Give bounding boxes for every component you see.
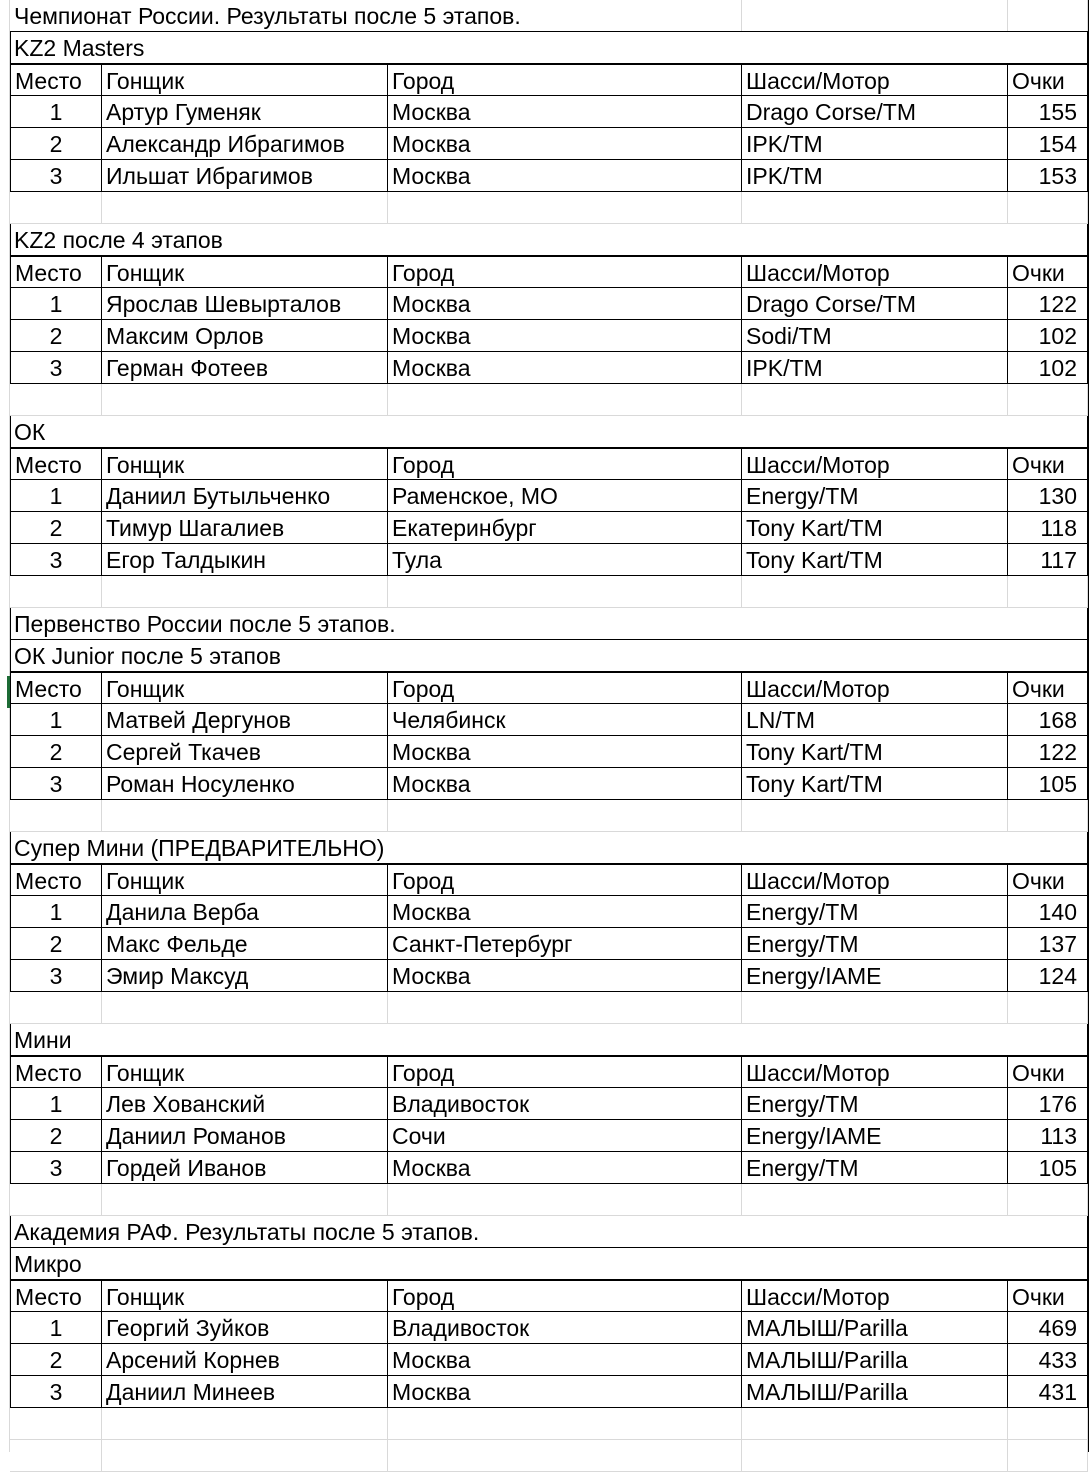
title-cell[interactable]: [1008, 224, 1088, 256]
empty-cell[interactable]: [1008, 800, 1088, 832]
column-header[interactable]: Город: [388, 449, 742, 480]
table-row: [10, 896, 1088, 928]
column-header[interactable]: Шасси/Мотор: [742, 673, 1008, 704]
title-cell[interactable]: [388, 832, 742, 864]
empty-cell[interactable]: [102, 384, 388, 416]
place-cell[interactable]: 2: [10, 1344, 102, 1376]
table-row: [10, 160, 1088, 192]
table-row: [10, 320, 1088, 352]
empty-cell[interactable]: [742, 1440, 1008, 1472]
points-cell[interactable]: 113: [1008, 1120, 1088, 1152]
empty-cell[interactable]: [102, 992, 388, 1024]
driver-cell[interactable]: Ильшат Ибрагимов: [102, 160, 388, 192]
points-cell[interactable]: 153: [1008, 160, 1088, 192]
column-header[interactable]: Место: [10, 65, 102, 96]
chassis-cell[interactable]: IPK/TM: [742, 160, 1008, 192]
title-cell[interactable]: [1008, 32, 1088, 64]
chassis-cell[interactable]: IPK/TM: [742, 128, 1008, 160]
chassis-cell[interactable]: МАЛЫШ/Parilla: [742, 1344, 1008, 1376]
section-title: Микро: [14, 1251, 82, 1277]
title-cell[interactable]: [388, 32, 742, 64]
points-cell[interactable]: 105: [1008, 1152, 1088, 1184]
section-title: KZ2 Masters: [14, 35, 145, 61]
empty-cell[interactable]: [102, 800, 388, 832]
points-cell[interactable]: 140: [1008, 896, 1088, 928]
title-cell[interactable]: [1008, 1024, 1088, 1056]
city-cell[interactable]: Москва: [388, 288, 742, 320]
empty-cell[interactable]: [388, 576, 742, 608]
column-header[interactable]: Очки: [1008, 449, 1088, 480]
spacer-row: [10, 1408, 1088, 1440]
table-row: [10, 928, 1088, 960]
points-cell[interactable]: 137: [1008, 928, 1088, 960]
title-cell[interactable]: [388, 224, 742, 256]
place-cell[interactable]: 1: [10, 1088, 102, 1120]
empty-cell[interactable]: [742, 384, 1008, 416]
city-cell[interactable]: Москва: [388, 768, 742, 800]
driver-cell[interactable]: Герман Фотеев: [102, 352, 388, 384]
column-header[interactable]: Город: [388, 1281, 742, 1312]
empty-cell[interactable]: [1008, 1184, 1088, 1216]
empty-cell[interactable]: [1008, 576, 1088, 608]
points-cell[interactable]: 122: [1008, 288, 1088, 320]
title-cell[interactable]: [1008, 608, 1088, 640]
column-header[interactable]: Гонщик: [102, 673, 388, 704]
section-title: Супер Мини (ПРЕДВАРИТЕЛЬНО): [14, 835, 385, 861]
header-cell[interactable]: [1008, 0, 1088, 31]
title-cell[interactable]: [742, 416, 1008, 448]
spacer-row: [10, 576, 1088, 608]
section-title: KZ2 после 4 этапов: [14, 227, 223, 253]
driver-cell[interactable]: Эмир Максуд: [102, 960, 388, 992]
header-cell[interactable]: [742, 0, 1008, 31]
table-row: [10, 512, 1088, 544]
chassis-cell[interactable]: Tony Kart/TM: [742, 512, 1008, 544]
empty-cell[interactable]: [388, 1184, 742, 1216]
points-cell[interactable]: 176: [1008, 1088, 1088, 1120]
empty-cell[interactable]: [1008, 384, 1088, 416]
empty-cell[interactable]: [10, 192, 102, 224]
empty-cell[interactable]: [102, 192, 388, 224]
place-cell[interactable]: 3: [10, 768, 102, 800]
title-cell[interactable]: [742, 224, 1008, 256]
empty-cell[interactable]: [742, 992, 1008, 1024]
section-title-row: [10, 832, 1088, 864]
city-cell[interactable]: Раменское, МО: [388, 480, 742, 512]
city-cell[interactable]: Москва: [388, 128, 742, 160]
section-title: ОК Junior после 5 этапов: [14, 643, 282, 669]
city-cell[interactable]: Москва: [388, 896, 742, 928]
city-cell[interactable]: Москва: [388, 960, 742, 992]
place-cell[interactable]: 2: [10, 1120, 102, 1152]
table-row: [10, 736, 1088, 768]
driver-cell[interactable]: Георгий Зуйков: [102, 1312, 388, 1344]
column-header[interactable]: Гонщик: [102, 65, 388, 96]
column-header[interactable]: Гонщик: [102, 1281, 388, 1312]
table-row: [10, 704, 1088, 736]
section-title-row: [10, 1024, 1088, 1056]
chassis-cell[interactable]: Sodi/TM: [742, 320, 1008, 352]
column-header[interactable]: Очки: [1008, 865, 1088, 896]
empty-cell[interactable]: [1008, 1408, 1088, 1440]
chassis-cell[interactable]: Energy/TM: [742, 928, 1008, 960]
place-cell[interactable]: 2: [10, 736, 102, 768]
title-cell[interactable]: [1008, 832, 1088, 864]
column-header[interactable]: Город: [388, 65, 742, 96]
place-cell[interactable]: 2: [10, 512, 102, 544]
column-header[interactable]: Место: [10, 1057, 102, 1088]
title-cell[interactable]: [742, 640, 1008, 672]
driver-cell[interactable]: Гордей Иванов: [102, 1152, 388, 1184]
empty-cell[interactable]: [388, 1408, 742, 1440]
empty-cell[interactable]: [102, 1184, 388, 1216]
empty-cell[interactable]: [742, 1184, 1008, 1216]
column-header-row: [10, 1056, 1088, 1088]
points-cell[interactable]: 105: [1008, 768, 1088, 800]
chassis-cell[interactable]: Energy/IAME: [742, 1120, 1008, 1152]
sheet-header-row: [10, 0, 1088, 32]
column-header[interactable]: Шасси/Мотор: [742, 865, 1008, 896]
chassis-cell[interactable]: МАЛЫШ/Parilla: [742, 1312, 1008, 1344]
empty-cell[interactable]: [742, 192, 1008, 224]
title-cell[interactable]: [1008, 640, 1088, 672]
title-cell[interactable]: [742, 1216, 1008, 1248]
empty-cell[interactable]: [388, 800, 742, 832]
city-cell[interactable]: Санкт-Петербург: [388, 928, 742, 960]
title-cell[interactable]: [388, 608, 742, 640]
table-row: [10, 352, 1088, 384]
section-title: Мини: [14, 1027, 72, 1053]
driver-cell[interactable]: Даниил Минеев: [102, 1376, 388, 1408]
empty-cell[interactable]: [10, 384, 102, 416]
city-cell[interactable]: Владивосток: [388, 1312, 742, 1344]
place-cell[interactable]: 1: [10, 288, 102, 320]
driver-cell[interactable]: Артур Гуменяк: [102, 96, 388, 128]
points-cell[interactable]: 433: [1008, 1344, 1088, 1376]
city-cell[interactable]: Москва: [388, 1152, 742, 1184]
column-header[interactable]: Город: [388, 1057, 742, 1088]
chassis-cell[interactable]: IPK/TM: [742, 352, 1008, 384]
column-header[interactable]: Шасси/Мотор: [742, 65, 1008, 96]
column-header[interactable]: Место: [10, 865, 102, 896]
empty-cell[interactable]: [742, 576, 1008, 608]
city-cell[interactable]: Москва: [388, 320, 742, 352]
driver-cell[interactable]: Александр Ибрагимов: [102, 128, 388, 160]
title-cell[interactable]: [742, 32, 1008, 64]
column-header[interactable]: Очки: [1008, 1281, 1088, 1312]
column-header[interactable]: Место: [10, 257, 102, 288]
column-header[interactable]: Гонщик: [102, 865, 388, 896]
active-cell-indicator: [7, 676, 10, 708]
points-cell[interactable]: 431: [1008, 1376, 1088, 1408]
city-cell[interactable]: Тула: [388, 544, 742, 576]
driver-cell[interactable]: Матвей Дергунов: [102, 704, 388, 736]
empty-cell[interactable]: [102, 1408, 388, 1440]
place-cell[interactable]: 1: [10, 1312, 102, 1344]
spacer-row: [10, 1440, 1088, 1472]
city-cell[interactable]: Москва: [388, 1376, 742, 1408]
empty-cell[interactable]: [388, 384, 742, 416]
city-cell[interactable]: Екатеринбург: [388, 512, 742, 544]
title-cell[interactable]: [1008, 416, 1088, 448]
column-header[interactable]: Город: [388, 673, 742, 704]
section-title: Академия РАФ. Результаты после 5 этапов.: [14, 1219, 480, 1245]
spacer-row: [10, 992, 1088, 1024]
section-title-row: [10, 32, 1088, 64]
table-row: [10, 96, 1088, 128]
section-title: Первенство России после 5 этапов.: [14, 611, 396, 637]
chassis-cell[interactable]: Energy/TM: [742, 1152, 1008, 1184]
place-cell[interactable]: 3: [10, 352, 102, 384]
place-cell[interactable]: 2: [10, 320, 102, 352]
empty-cell[interactable]: [10, 576, 102, 608]
title-cell[interactable]: [102, 1024, 388, 1056]
city-cell[interactable]: Москва: [388, 736, 742, 768]
sheet-title: Чемпионат России. Результаты после 5 этапов.: [14, 3, 521, 29]
city-cell[interactable]: Москва: [388, 96, 742, 128]
empty-cell[interactable]: [10, 1184, 102, 1216]
driver-cell[interactable]: Макс Фельде: [102, 928, 388, 960]
empty-cell[interactable]: [10, 800, 102, 832]
points-cell[interactable]: 117: [1008, 544, 1088, 576]
column-header[interactable]: Гонщик: [102, 257, 388, 288]
empty-cell[interactable]: [10, 992, 102, 1024]
column-header[interactable]: Место: [10, 449, 102, 480]
chassis-cell[interactable]: Energy/IAME: [742, 960, 1008, 992]
points-cell[interactable]: 130: [1008, 480, 1088, 512]
title-cell[interactable]: [1008, 1216, 1088, 1248]
city-cell[interactable]: Москва: [388, 1344, 742, 1376]
points-cell[interactable]: 118: [1008, 512, 1088, 544]
section-title-row: [10, 224, 1088, 256]
column-header-row: [10, 1280, 1088, 1312]
place-cell[interactable]: 1: [10, 96, 102, 128]
place-cell[interactable]: 3: [10, 160, 102, 192]
empty-cell[interactable]: [1008, 192, 1088, 224]
driver-cell[interactable]: Даниил Бутыльченко: [102, 480, 388, 512]
column-header-row: [10, 448, 1088, 480]
points-cell[interactable]: 155: [1008, 96, 1088, 128]
empty-cell[interactable]: [1008, 1440, 1088, 1472]
column-header[interactable]: Шасси/Мотор: [742, 257, 1008, 288]
section-title-row: [10, 640, 1088, 672]
chassis-cell[interactable]: Tony Kart/TM: [742, 544, 1008, 576]
title-cell[interactable]: [388, 416, 742, 448]
title-cell[interactable]: [388, 640, 742, 672]
pre-title-row: [10, 1216, 1088, 1248]
empty-cell[interactable]: [10, 1408, 102, 1440]
column-header-row: [10, 64, 1088, 96]
empty-cell[interactable]: [10, 1440, 102, 1472]
column-header[interactable]: Город: [388, 865, 742, 896]
place-cell[interactable]: 1: [10, 896, 102, 928]
title-cell[interactable]: [1008, 1248, 1088, 1280]
column-header[interactable]: Шасси/Мотор: [742, 1057, 1008, 1088]
column-header[interactable]: Очки: [1008, 1057, 1088, 1088]
column-header[interactable]: Очки: [1008, 257, 1088, 288]
column-header[interactable]: Очки: [1008, 65, 1088, 96]
table-row: [10, 1376, 1088, 1408]
driver-cell[interactable]: Лев Хованский: [102, 1088, 388, 1120]
driver-cell[interactable]: Ярослав Шевырталов: [102, 288, 388, 320]
pre-title-row: [10, 608, 1088, 640]
city-cell[interactable]: Челябинск: [388, 704, 742, 736]
section-title: ОК: [14, 419, 46, 445]
empty-cell[interactable]: [388, 192, 742, 224]
chassis-cell[interactable]: LN/TM: [742, 704, 1008, 736]
title-cell[interactable]: [742, 608, 1008, 640]
spacer-row: [10, 192, 1088, 224]
title-cell[interactable]: [388, 1248, 742, 1280]
title-cell[interactable]: [742, 1024, 1008, 1056]
column-header-row: [10, 864, 1088, 896]
driver-cell[interactable]: Максим Орлов: [102, 320, 388, 352]
column-header[interactable]: Шасси/Мотор: [742, 449, 1008, 480]
place-cell[interactable]: 3: [10, 544, 102, 576]
empty-cell[interactable]: [388, 1440, 742, 1472]
driver-cell[interactable]: Даниил Романов: [102, 1120, 388, 1152]
spacer-row: [10, 1184, 1088, 1216]
spreadsheet: [10, 0, 1088, 1472]
driver-cell[interactable]: Тимур Шагалиев: [102, 512, 388, 544]
table-row: [10, 544, 1088, 576]
driver-cell[interactable]: Арсений Корнев: [102, 1344, 388, 1376]
column-header-row: [10, 672, 1088, 704]
chassis-cell[interactable]: МАЛЫШ/Parilla: [742, 1376, 1008, 1408]
chassis-cell[interactable]: Drago Corse/TM: [742, 96, 1008, 128]
section-title-row: [10, 1248, 1088, 1280]
points-cell[interactable]: 102: [1008, 352, 1088, 384]
empty-cell[interactable]: [388, 992, 742, 1024]
empty-cell[interactable]: [102, 576, 388, 608]
column-header[interactable]: Шасси/Мотор: [742, 1281, 1008, 1312]
title-cell[interactable]: [742, 832, 1008, 864]
city-cell[interactable]: Москва: [388, 160, 742, 192]
place-cell[interactable]: 3: [10, 1376, 102, 1408]
column-header[interactable]: Гонщик: [102, 449, 388, 480]
spacer-row: [10, 384, 1088, 416]
points-cell[interactable]: 102: [1008, 320, 1088, 352]
place-cell[interactable]: 2: [10, 928, 102, 960]
table-row: [10, 288, 1088, 320]
chassis-cell[interactable]: Energy/TM: [742, 480, 1008, 512]
sheet-right-border: [1088, 0, 1089, 1452]
empty-cell[interactable]: [742, 1408, 1008, 1440]
chassis-cell[interactable]: Tony Kart/TM: [742, 768, 1008, 800]
table-row: [10, 1312, 1088, 1344]
column-header[interactable]: Город: [388, 257, 742, 288]
city-cell[interactable]: Москва: [388, 352, 742, 384]
table-row: [10, 768, 1088, 800]
title-cell[interactable]: [102, 1248, 388, 1280]
empty-cell[interactable]: [742, 800, 1008, 832]
column-header[interactable]: Место: [10, 673, 102, 704]
column-header-row: [10, 256, 1088, 288]
place-cell[interactable]: 2: [10, 128, 102, 160]
points-cell[interactable]: 469: [1008, 1312, 1088, 1344]
points-cell[interactable]: 154: [1008, 128, 1088, 160]
place-cell[interactable]: 3: [10, 1152, 102, 1184]
city-cell[interactable]: Владивосток: [388, 1088, 742, 1120]
empty-cell[interactable]: [102, 1440, 388, 1472]
place-cell[interactable]: 1: [10, 704, 102, 736]
city-cell[interactable]: Сочи: [388, 1120, 742, 1152]
points-cell[interactable]: 168: [1008, 704, 1088, 736]
place-cell[interactable]: 3: [10, 960, 102, 992]
empty-cell[interactable]: [1008, 992, 1088, 1024]
spacer-row: [10, 800, 1088, 832]
chassis-cell[interactable]: Energy/TM: [742, 896, 1008, 928]
chassis-cell[interactable]: Tony Kart/TM: [742, 736, 1008, 768]
title-cell[interactable]: [388, 1024, 742, 1056]
place-cell[interactable]: 1: [10, 480, 102, 512]
points-cell[interactable]: 124: [1008, 960, 1088, 992]
title-cell[interactable]: [102, 416, 388, 448]
table-row: [10, 128, 1088, 160]
table-row: [10, 1088, 1088, 1120]
driver-cell[interactable]: Роман Носуленко: [102, 768, 388, 800]
table-row: [10, 1152, 1088, 1184]
section-title-row: [10, 416, 1088, 448]
column-header[interactable]: Место: [10, 1281, 102, 1312]
column-header[interactable]: Гонщик: [102, 1057, 388, 1088]
table-row: [10, 960, 1088, 992]
title-cell[interactable]: [742, 1248, 1008, 1280]
driver-cell[interactable]: Данила Верба: [102, 896, 388, 928]
table-row: [10, 1344, 1088, 1376]
table-row: [10, 1120, 1088, 1152]
driver-cell[interactable]: Сергей Ткачев: [102, 736, 388, 768]
chassis-cell[interactable]: Energy/TM: [742, 1088, 1008, 1120]
title-cell[interactable]: [102, 32, 388, 64]
driver-cell[interactable]: Егор Талдыкин: [102, 544, 388, 576]
column-header[interactable]: Очки: [1008, 673, 1088, 704]
points-cell[interactable]: 122: [1008, 736, 1088, 768]
chassis-cell[interactable]: Drago Corse/TM: [742, 288, 1008, 320]
table-row: [10, 480, 1088, 512]
